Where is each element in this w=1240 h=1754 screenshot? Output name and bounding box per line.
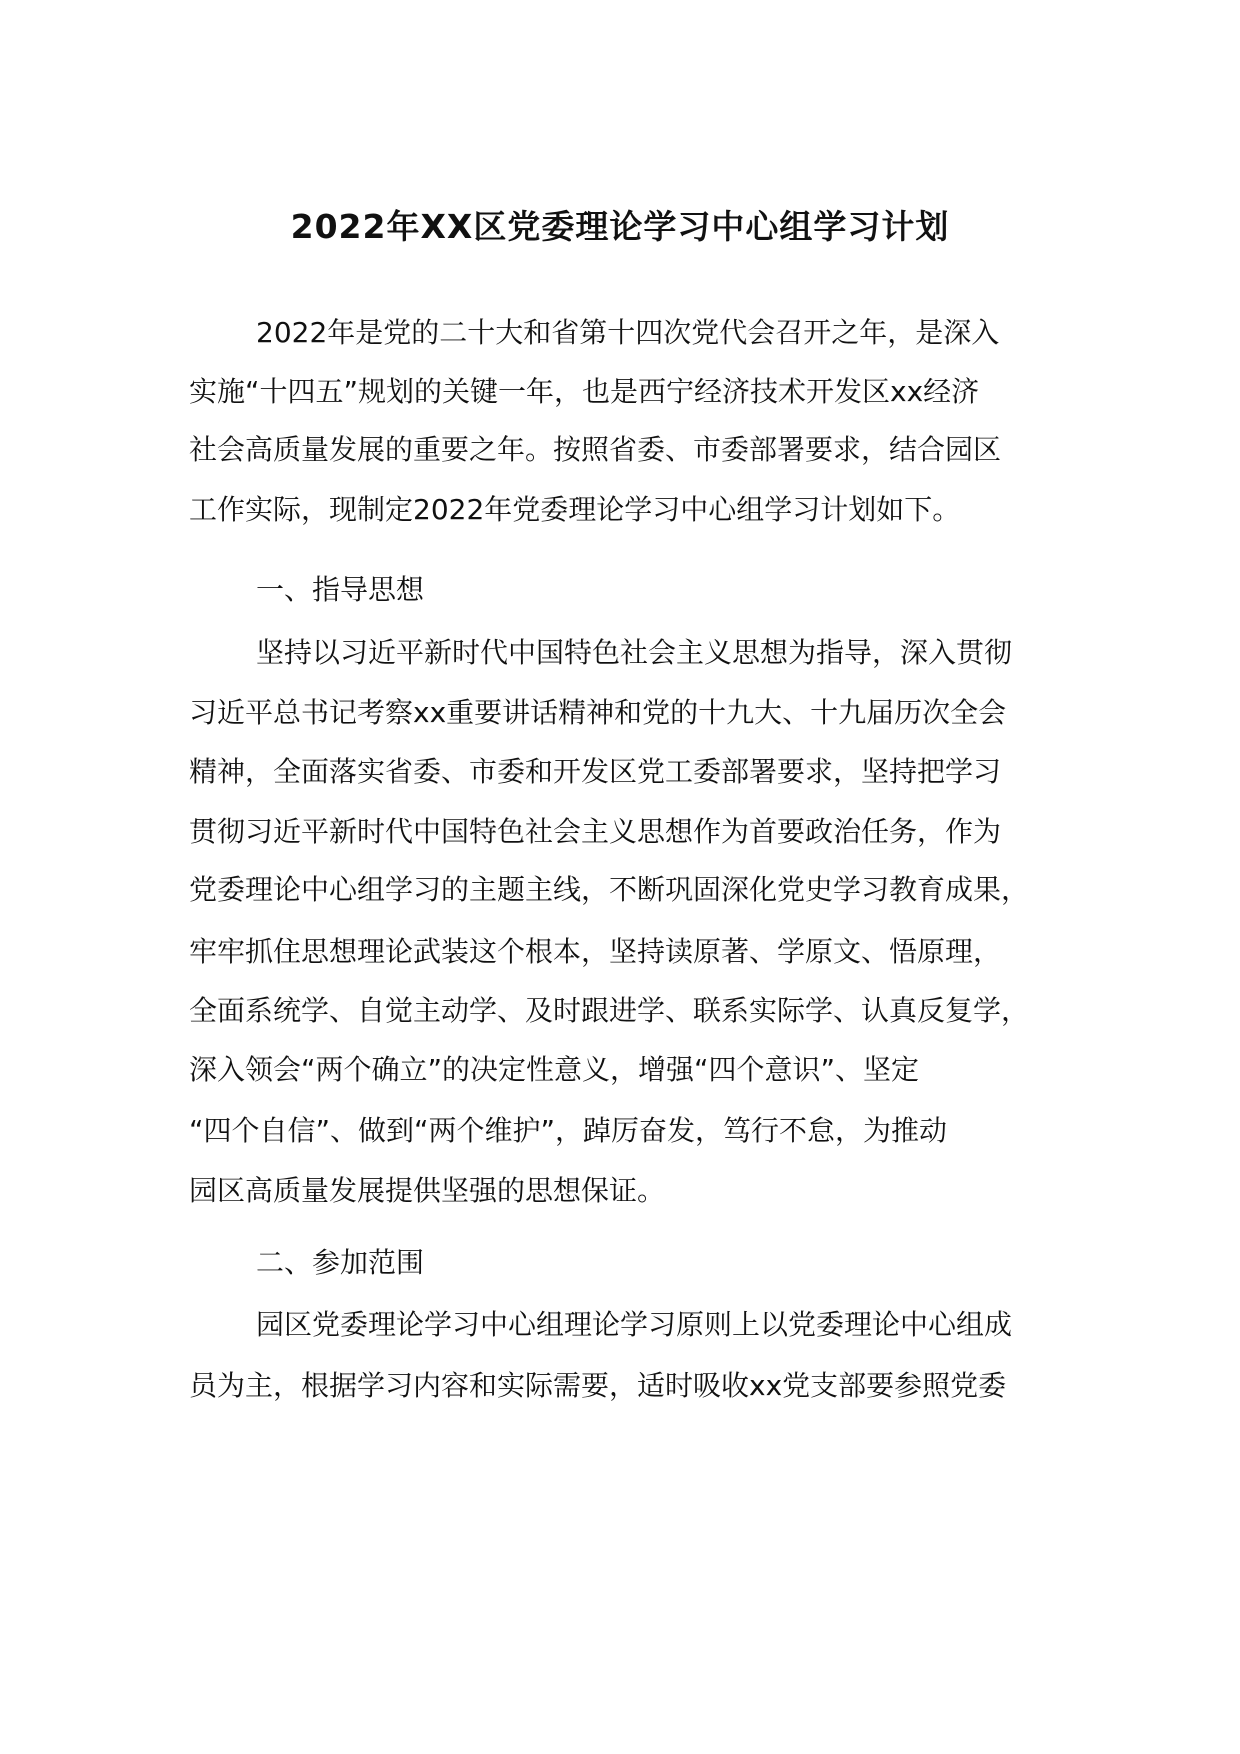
guiding-paragraph-line-1: 坚持以习近平新时代中国特色社会主义思想为指导，深入贯彻 xyxy=(256,636,1013,669)
document-title: 2022年XX区党委理论学习中心组学习计划 xyxy=(290,207,950,246)
section-heading-guiding-ideology: 一、指导思想 xyxy=(256,573,425,606)
intro-paragraph-line-3: 社会高质量发展的重要之年。按照省委、市委部署要求，结合园区 xyxy=(189,433,1002,466)
guiding-paragraph-line-4: 贯彻习近平新时代中国特色社会主义思想作为首要政治任务，作为 xyxy=(189,815,1002,848)
section-heading-participation-scope: 二、参加范围 xyxy=(256,1246,425,1279)
guiding-paragraph-line-6: 牢牢抓住思想理论武装这个根本，坚持读原著、学原文、悟原理， xyxy=(189,935,1002,968)
guiding-paragraph-line-10: 园区高质量发展提供坚强的思想保证。 xyxy=(189,1174,666,1207)
intro-paragraph-line-1: 2022年是党的二十大和省第十四次党代会召开之年，是深入 xyxy=(256,316,1000,349)
scope-paragraph-line-2: 员为主，根据学习内容和实际需要，适时吸收xx党支部要参照党委 xyxy=(189,1369,1007,1402)
guiding-paragraph-line-2: 习近平总书记考察xx重要讲话精神和党的十九大、十九届历次全会 xyxy=(189,696,1007,729)
guiding-paragraph-line-3: 精神，全面落实省委、市委和开发区党工委部署要求，坚持把学习 xyxy=(189,755,1002,788)
guiding-paragraph-line-8: 深入领会“两个确立”的决定性意义，增强“四个意识”、坚定 xyxy=(189,1053,920,1086)
guiding-paragraph-line-5: 党委理论中心组学习的主题主线，不断巩固深化党史学习教育成果， xyxy=(189,873,1030,906)
intro-paragraph-line-4: 工作实际，现制定2022年党委理论学习中心组学习计划如下。 xyxy=(189,493,961,526)
guiding-paragraph-line-9: “四个自信”、做到“两个维护”，踔厉奋发，笃行不怠，为推动 xyxy=(189,1114,948,1147)
guiding-paragraph-line-7: 全面系统学、自觉主动学、及时跟进学、联系实际学、认真反复学， xyxy=(189,994,1030,1027)
intro-paragraph-line-2: 实施“十四五”规划的关键一年，也是西宁经济技术开发区xx经济 xyxy=(189,375,980,408)
scope-paragraph-line-1: 园区党委理论学习中心组理论学习原则上以党委理论中心组成 xyxy=(256,1308,1013,1341)
